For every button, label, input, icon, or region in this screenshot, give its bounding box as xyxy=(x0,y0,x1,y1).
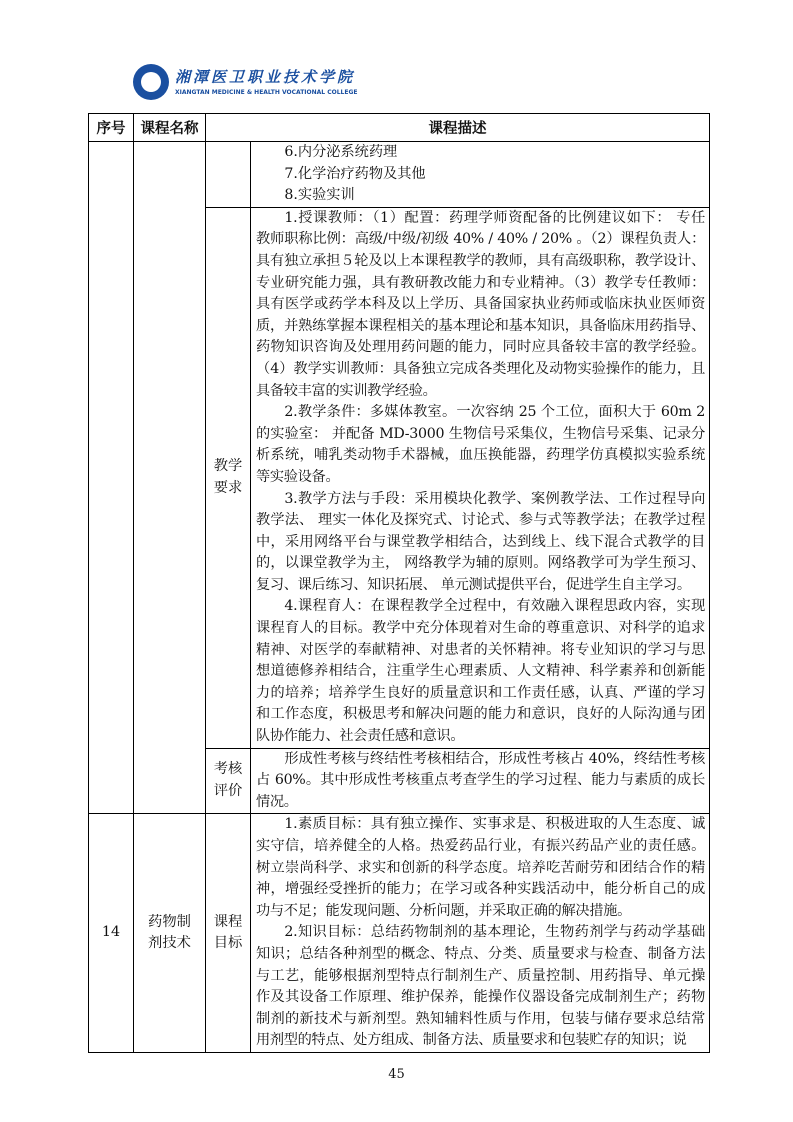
college-logo xyxy=(133,64,357,100)
list-item: 8.实验实训 xyxy=(284,187,355,204)
header-no: 序号 xyxy=(89,114,134,142)
teaching-requirements-text xyxy=(251,207,710,748)
content-label-cell xyxy=(206,142,251,208)
text-line: 教师职称比例：高级/中级/初级 40% / 40% / 20% 。（2）课程负责人： xyxy=(256,231,705,248)
row-no-cell xyxy=(89,142,134,814)
assessment-text xyxy=(251,748,710,814)
text-line: （4）教学实训教师：具备独立完成各类理化及动物实验操作的能力，且 xyxy=(256,360,705,377)
course-name: 药物制剂技术 xyxy=(134,814,206,1053)
course-goal-label: 课程目标 xyxy=(206,814,251,1053)
logo-chinese-name: 湘潭医卫职业技术学院 xyxy=(175,67,356,86)
text-line: 队协作能力、社会责任感和意识。 xyxy=(256,728,465,745)
teaching-requirements-label: 教学要求 xyxy=(206,207,251,748)
text-line: 专业研究能力强，具有教研教改能力和专业精神。（3）教学专任教师： xyxy=(256,274,705,291)
text-line: 中，采用网络平台与课堂教学相结合，达到线上、线下混合式教学的目 xyxy=(256,533,705,550)
text-line: 用剂型的特点、处方组成、制备方法、质量要求和包装贮存的知识；说 xyxy=(256,1032,687,1049)
text-line: 1.授课教师：（1）配置：药理学师资配备的比例建议如下： 专任 xyxy=(284,209,705,226)
logo-text xyxy=(175,68,357,97)
text-line: 3.教学方法与手段：采用模块化教学、案例教学法、工作过程导向 xyxy=(284,490,705,507)
list-item: 7.化学治疗药物及其他 xyxy=(284,165,426,182)
assessment-label: 考核评价 xyxy=(206,748,251,814)
text-line: 具有独立承担５轮及以上本课程教学的教师，具有高级职称，教学设计、 xyxy=(256,252,705,269)
page-number: 45 xyxy=(388,1067,405,1082)
text-line: 知识；总结各种剂型的概念、特点、分类、质量要求与检查、制备方法 xyxy=(256,945,705,962)
table-row xyxy=(89,142,710,208)
header-course-desc: 课程描述 xyxy=(206,114,710,142)
text-line: 占 60%。其中形成性考核重点考查学生的学习过程、能力与素质的成长 xyxy=(256,772,705,789)
row-name-cell xyxy=(134,142,206,814)
text-line: 质，并熟练掌握本课程相关的基本理论和基本知识，具备临床用药指导、 xyxy=(256,317,705,334)
list-item: 6.内分泌系统药理 xyxy=(284,144,398,160)
text-line: 精神、对医学的奉献精神、对患者的关怀精神。将专业知识的学习与思 xyxy=(256,641,705,658)
text-line: 具有医学或药学本科及以上学历、具备国家执业药师或临床执业医师资 xyxy=(256,296,705,313)
text-line: 和工作态度，积极思考和解决问题的能力和意识，良好的人际沟通与团 xyxy=(256,706,705,723)
college-seal-icon xyxy=(133,64,169,100)
text-line: 4.课程育人：在课程教学全过程中，有效融入课程思政内容，实现 xyxy=(284,598,705,615)
text-line: 等实验设备。 xyxy=(256,468,340,485)
header-course-name: 课程名称 xyxy=(134,114,206,142)
text-line: 功与不足；能发现问题、分析问题，并采取正确的解决措施。 xyxy=(256,902,631,919)
text-line: 情况。 xyxy=(256,793,298,810)
text-line: 2.知识目标：总结药物制剂的基本理论，生物药剂学与药动学基础 xyxy=(284,924,705,941)
text-line: 药物知识咨询及处理用药问题的能力，同时应具备较丰富的教学经验。 xyxy=(256,339,705,356)
text-line: 1.素质目标：具有独立操作、实事求是、积极进取的人生态度、诚 xyxy=(284,816,705,833)
table-header-row xyxy=(89,114,710,142)
course-goal-text xyxy=(251,814,710,1053)
text-line: 析系统，哺乳类动物手术器械，血压换能器，药理学仿真模拟实验系统 xyxy=(256,447,705,464)
row-no: 14 xyxy=(89,814,134,1053)
text-line: 神，增强经受挫折的能力；在学习或各种实践活动中，能分析自己的成 xyxy=(256,881,705,898)
text-line: 教学法、 理实一体化及探究式、讨论式、参与式等教学法；在教学过程 xyxy=(256,512,705,529)
table-row xyxy=(89,814,710,1053)
text-line: 形成性考核与终结性考核相结合，形成性考核占 40%，终结性考核 xyxy=(284,750,705,767)
text-line: 想道德修养相结合，注重学生心理素质、人文精神、科学素养和创新能 xyxy=(256,663,705,680)
logo-english-name: XIANGTAN MEDICINE & HEALTH VOCATIONAL COLLEGE xyxy=(175,88,358,96)
text-line: 复习、课后练习、知识拓展、 单元测试提供平台，促进学生自主学习。 xyxy=(256,576,691,593)
text-line: 具备较丰富的实训教学经验。 xyxy=(256,382,437,399)
course-table xyxy=(88,113,710,1053)
text-line: 2.教学条件：多媒体教室。一次容纳 25 个工位，面积大于 60m 2 xyxy=(284,404,705,421)
text-line: 的实验室： 并配备 MD-3000 生物信号采集仪，生物信号采集、记录分 xyxy=(256,425,705,442)
text-line: 作及其设备工作原理、维护保养，能操作仪器设备完成制剂生产；药物 xyxy=(256,989,705,1006)
text-line: 的，以课堂教学为主， 网络教学为辅的原则。网络教学可为学生预习、 xyxy=(256,555,705,572)
text-line: 力的培养；培养学生良好的质量意识和工作责任感，认真、严谨的学习 xyxy=(256,684,705,701)
text-line: 课程育人的目标。教学中充分体现着对生命的尊重意识、对科学的追求 xyxy=(256,620,705,637)
text-line: 实守信，培养健全的人格。热爱药品行业，有振兴药品产业的责任感。 xyxy=(256,838,705,854)
text-line: 与工艺，能够根据剂型特点行制剂生产、质量控制、用药指导、单元操 xyxy=(256,967,705,984)
content-items xyxy=(251,142,710,208)
text-line: 制剂的新技术与新剂型。熟知辅料性质与作用，包装与储存要求总结常 xyxy=(256,1010,705,1027)
text-line: 树立崇尚科学、求实和创新的科学态度。培养吃苦耐劳和团结合作的精 xyxy=(256,859,705,876)
